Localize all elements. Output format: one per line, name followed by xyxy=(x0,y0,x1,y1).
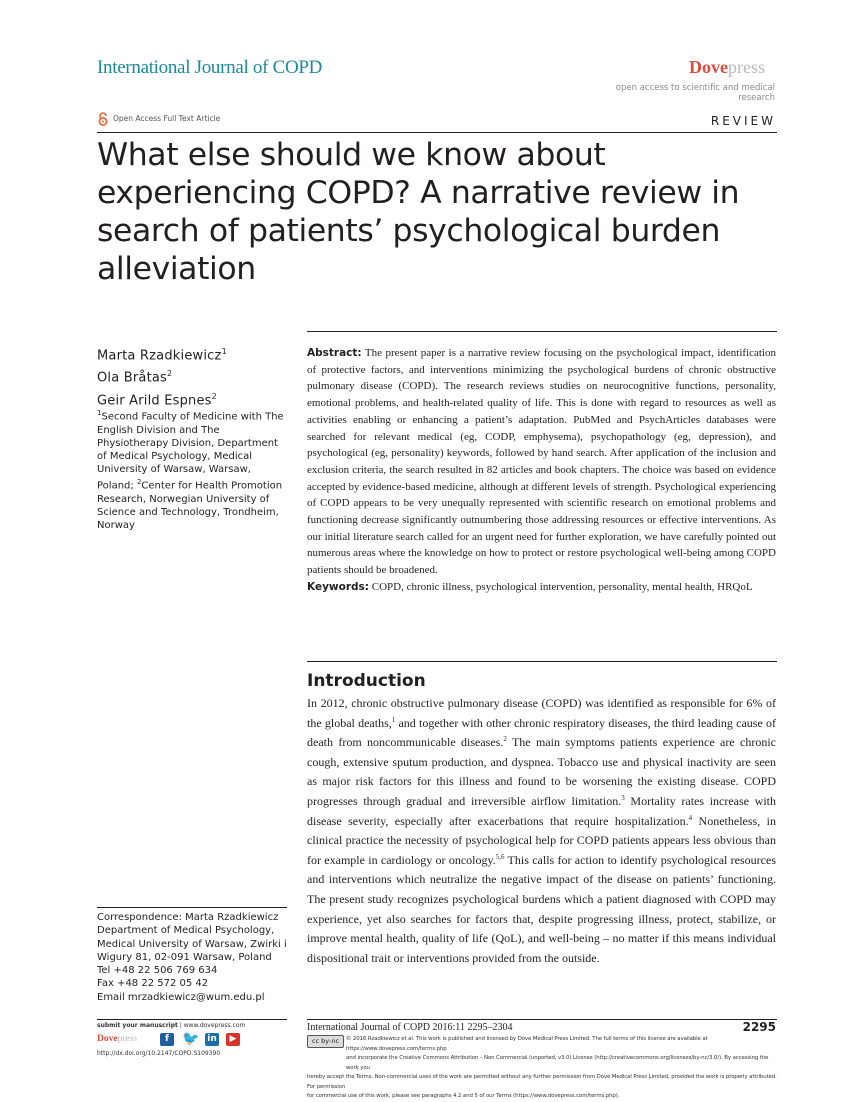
correspondence-line: Tel +48 22 506 769 634 xyxy=(97,965,218,977)
citation-marker[interactable]: 3 xyxy=(621,793,625,802)
publisher-tagline: open access to scientific and medical research xyxy=(615,83,775,103)
correspondence-divider xyxy=(97,907,287,908)
footer-divider-left xyxy=(97,1019,287,1020)
publisher-logo[interactable] xyxy=(689,57,765,78)
abstract-text: The present paper is a narrative review focusing on the psychological impact, identification of protective factors, and interventions minimizing the psychological burdens of chronic obstructive pulmonary disease (COPD). The research reviews studies on neurocognitive functions, personality, emotional problems, and health-related quality of life. This is done with regard to resources as well as activities enabling or enhancing a patient’s adaptation. PubMed and PsychArticles databases were searched for relevant medical (eg, CODP, emphysema), psychopathology (eg, depression), and psychological (eg, personality) keywords, followed by hand search. After application of the inclusion and exclusion criteria, the search resulted in 82 articles and book chapters. The choice was based on evidence accepted by evidence-based medicine, although at different levels of strength. Psychological experiencing of COPD appears to be very unequally represented with scientific research on emotional problems and functioning decrease significantly outnumbering those addressing resources or effective interventions. As our initial literature search called for an urgent need for further exploration, we have carefully pointed out numerous areas where the knowledge on how to protect or restore psychological well-being among COPD patients should be broadened. xyxy=(307,347,776,577)
author-list xyxy=(97,343,227,410)
author: Ola Bråtas$^2$ xyxy=(97,369,173,386)
creative-commons-badge[interactable]: cc by-nc xyxy=(307,1035,344,1048)
correspondence-line: Fax +48 22 572 05 42 xyxy=(97,978,209,990)
submit-manuscript-link[interactable]: submit your manuscript | www.dovepress.com xyxy=(97,1022,246,1029)
article-type: REVIEW xyxy=(710,114,776,128)
youtube-icon[interactable]: ▶ xyxy=(226,1033,240,1046)
correspondence-email[interactable]: Email mrzadkiewicz@wum.edu.pl xyxy=(97,991,265,1003)
footer-logo[interactable]: Dovepress xyxy=(97,1034,138,1044)
citation-marker[interactable]: 4 xyxy=(688,813,693,822)
page-number: 2295 xyxy=(742,1020,776,1034)
journal-title: International Journal of COPD xyxy=(97,57,323,78)
correspondence-line: Department of Medical Psychology, xyxy=(97,925,275,937)
header-divider xyxy=(97,132,777,133)
citation-marker[interactable]: 5,6 xyxy=(495,852,505,861)
section-heading: Introduction xyxy=(307,671,426,691)
linkedin-icon[interactable]: in xyxy=(205,1033,219,1046)
twitter-icon[interactable]: 🐦 xyxy=(182,1031,200,1047)
abstract xyxy=(307,345,776,596)
open-access-icon xyxy=(97,112,109,126)
facebook-icon[interactable]: f xyxy=(160,1033,174,1046)
abstract-divider-bottom xyxy=(307,661,777,662)
abstract-divider-top xyxy=(307,331,777,332)
citation-marker[interactable]: 2 xyxy=(503,735,507,744)
introduction-text: In 2012, chronic obstructive pulmonary disease (COPD) was identified as responsible for 6% of the global deaths,$^1$ and together with other chronic respiratory diseases, the third leading cause of death from noncommunicable diseases.$^2$ The main symptoms patients experience are chronic cough, extensive sputum production, and dyspnea. Tobacco use and physical inactivity are seen as major risk factors for this illness and found to be worsening the existing disease. COPD progresses through gradual and irreversible airflow limitation.$^3$ Mortality rates increase with disease severity, especially after exacerbations that require hospitalization.$^4$ Nonetheless, in clinical practice the necessity of psychological help for COPD patients appears less obvious than for example in cardiology or oncology.$^{5,6}$ This calls for action to identify psychological resources and interventions which neutralize the negative impact of the disease on patients’ functioning. The present study recognizes psychological burdens which a patient diagnosed with COPD may experience, yet also searches for factors that, despite progressing illness, protect, stabilize, or improve mental health, quality of life (QoL), and well-being – no matter if this means individual dispositional trait or interventions provided from the outside. xyxy=(307,696,777,965)
abstract-label: Abstract: xyxy=(307,347,362,359)
publisher-logo-suffix: press xyxy=(728,57,765,77)
affiliations: $^1$Second Faculty of Medicine with The English Division and The Physiotherapy Division, Department of Medical Psychology, Medical University of Warsaw, Warsaw, Poland; $^2$Center for Health Promotion Research, Norwegian University of Science and Technology, Trondheim, Norway xyxy=(97,409,284,532)
citation-marker[interactable]: 1 xyxy=(391,715,396,724)
keywords-text: COPD, chronic illness, psychological intervention, personality, mental health, HRQoL xyxy=(371,580,753,593)
correspondence-line: Wigury 81, 02-091 Warsaw, Poland xyxy=(97,951,272,963)
correspondence xyxy=(97,911,292,1004)
correspondence-line: Correspondence: Marta Rzadkiewicz xyxy=(97,912,279,923)
correspondence-line: Medical University of Warsaw, Zwirki i xyxy=(97,938,287,950)
doi-link[interactable]: http://dx.doi.org/10.2147/COPD.S109390 xyxy=(97,1050,221,1057)
author: Marta Rzadkiewicz$^1$ xyxy=(97,347,227,364)
publisher-logo-brand: Dove xyxy=(689,57,728,77)
access-label: Open Access Full Text Article xyxy=(113,114,221,123)
license-text: © 2016 Rzadkiewicz et al. This work is published and licensed by Dove Medical Press Limited. The full terms of this license are available at https://www.dovepress.com/terms.php and incorporate the Creative Commons Attribution – Non Commercial (unported, v3.0) License (http://creativecommons.org/licenses/by-nc/3.0/). By accessing the work you hereby accept the Terms. Non-commercial uses of the work are permitted without any further permission from Dove Medical Press Limited, provided the work is properly attributed. For permission for commercial use of this work, please see paragraphs 4.2 and 5 of our Terms (https://www.dovepress.com/terms.php). xyxy=(307,1036,777,1099)
author: Geir Arild Espnes$^2$ xyxy=(97,391,217,408)
footer-divider-right xyxy=(307,1019,777,1020)
article-title: What else should we know about experiencing COPD? A narrative review in search of patients’ psychological burden alleviation xyxy=(97,137,740,287)
keywords-label: Keywords: xyxy=(307,580,369,593)
citation: International Journal of COPD 2016:11 2295–2304 xyxy=(307,1022,513,1033)
